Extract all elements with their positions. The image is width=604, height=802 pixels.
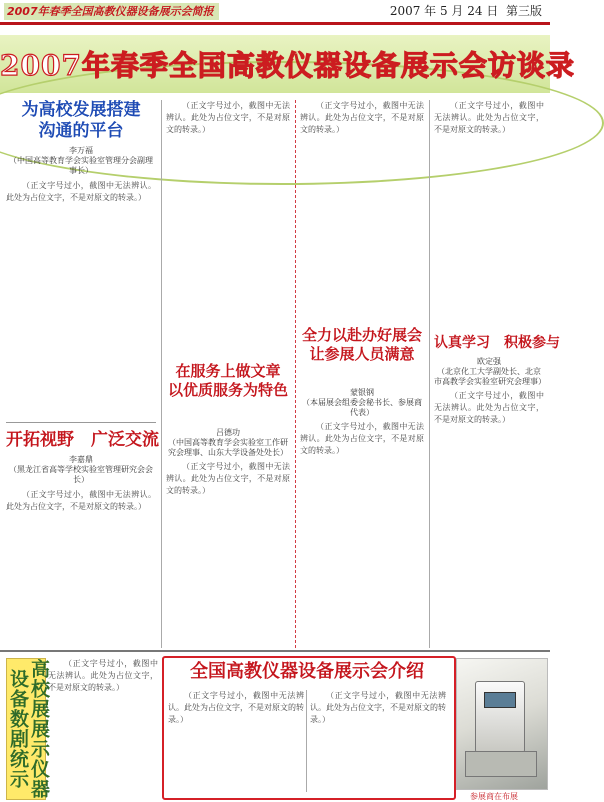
- column-divider: [161, 100, 162, 648]
- column-divider: [295, 100, 296, 648]
- article-4-continued: （正文字号过小，截图中无法辨认。此处为占位文字，不是对原文的转录。）: [434, 101, 544, 134]
- article-1-author: 李万福: [69, 146, 93, 155]
- article-5-affiliation: （北京化工大学副处长、北京市高教学会实验室研究会理事）: [434, 367, 546, 386]
- side-column: [48, 658, 158, 796]
- vertical-heading-text: 高校展展示仪器设备数剧统示: [7, 659, 50, 799]
- article-3-body: （正文字号过小，截图中无法辨认。此处为占位文字，不是对原文的转录。）: [166, 462, 290, 495]
- article-1-title-line-2: 沟通的平台: [38, 121, 124, 141]
- article-5-body: （正文字号过小，截图中无法辨认。此处为占位文字，不是对原文的转录。）: [434, 391, 544, 424]
- article-4: [300, 388, 424, 646]
- article-3-author: 吕德功: [216, 428, 240, 437]
- feature-title: 全国高教仪器设备展示会介绍: [190, 661, 424, 682]
- article-3-title-line-2: 以优质服务为特色: [167, 381, 288, 399]
- feature-body-2: （正文字号过小，截图中无法辨认。此处为占位文字，不是对原文的转录。）: [310, 691, 446, 724]
- vertical-heading: [6, 658, 50, 800]
- header-issue: 第三版: [505, 4, 542, 18]
- column-divider: [429, 100, 430, 648]
- column-3-body: [300, 100, 424, 324]
- article-2-affiliation: （黑龙江省高等学校实验室管理研究会会长）: [9, 465, 153, 484]
- banner: [0, 35, 575, 93]
- article-5-author: 欧定强: [477, 357, 501, 366]
- column-2-body: [166, 100, 290, 358]
- banner-title: 2007年春季全国高教仪器设备展示会访谈录: [0, 49, 575, 82]
- article-1: [6, 100, 156, 418]
- article-1-body: （正文字号过小，截图中无法辨认。此处为占位文字，不是对原文的转录。）: [6, 181, 156, 202]
- article-3-headline: [166, 362, 290, 424]
- article-3: [166, 428, 290, 646]
- feature: [166, 660, 448, 684]
- feature-col-1: [168, 690, 304, 792]
- article-2-author: 李嘉鼎: [69, 455, 93, 464]
- instrument-image: [475, 681, 525, 753]
- column-4-body: [434, 100, 544, 330]
- article-3-continued: （正文字号过小，截图中无法辨认。此处为占位文字，不是对原文的转录。）: [300, 101, 424, 134]
- article-5-title: 认真学习 积极参与: [434, 335, 560, 351]
- article-4-headline: [300, 326, 424, 384]
- divider: [6, 422, 156, 423]
- article-4-affiliation: （本届展会组委会秘书长、参展商代表）: [302, 398, 422, 417]
- feature-col-2: [310, 690, 446, 792]
- feature-divider: [306, 690, 307, 792]
- article-4-title-line-1: 全力以赴办好展会: [301, 326, 422, 344]
- article-1-continued: （正文字号过小，截图中无法辨认。此处为占位文字，不是对原文的转录。）: [166, 101, 290, 134]
- page-header: [0, 0, 550, 30]
- article-1-affiliation: （中国高等教育学会实验室管理分会副理事长）: [9, 156, 153, 175]
- article-4-author: 蒙银钢: [350, 388, 374, 397]
- header-date-issue: [390, 3, 542, 20]
- instrument-base-image: [465, 751, 537, 777]
- photo-caption: 参展商在布展: [470, 792, 518, 801]
- exhibition-photo: [456, 658, 548, 790]
- article-4-title-line-2: 让参展人员满意: [309, 345, 415, 363]
- article-1-title-line-1: 为高校发展搭建: [21, 100, 141, 120]
- section-divider: [0, 650, 550, 652]
- header-title: 2007年春季全国高教仪器设备展示会简报: [4, 3, 219, 20]
- article-3-affiliation: （中国高等教育学会实验室工作研究会理事、山东大学设备处处长）: [168, 438, 288, 457]
- feature-body-1: （正文字号过小，截图中无法辨认。此处为占位文字，不是对原文的转录。）: [168, 691, 304, 724]
- article-2: [6, 430, 159, 645]
- article-5: [434, 334, 560, 646]
- header-rule: [0, 22, 550, 25]
- header-date: 2007 年 5 月 24 日: [389, 4, 499, 18]
- article-4-body: （正文字号过小，截图中无法辨认。此处为占位文字，不是对原文的转录。）: [300, 422, 424, 455]
- article-2-body: （正文字号过小，截图中无法辨认。此处为占位文字，不是对原文的转录。）: [6, 490, 156, 511]
- article-3-title-line-1: 在服务上做文章: [175, 362, 281, 380]
- side-column-body: （正文字号过小，截图中无法辨认。此处为占位文字，不是对原文的转录。）: [48, 659, 158, 692]
- article-2-title: 开拓视野 广泛交流: [6, 430, 159, 450]
